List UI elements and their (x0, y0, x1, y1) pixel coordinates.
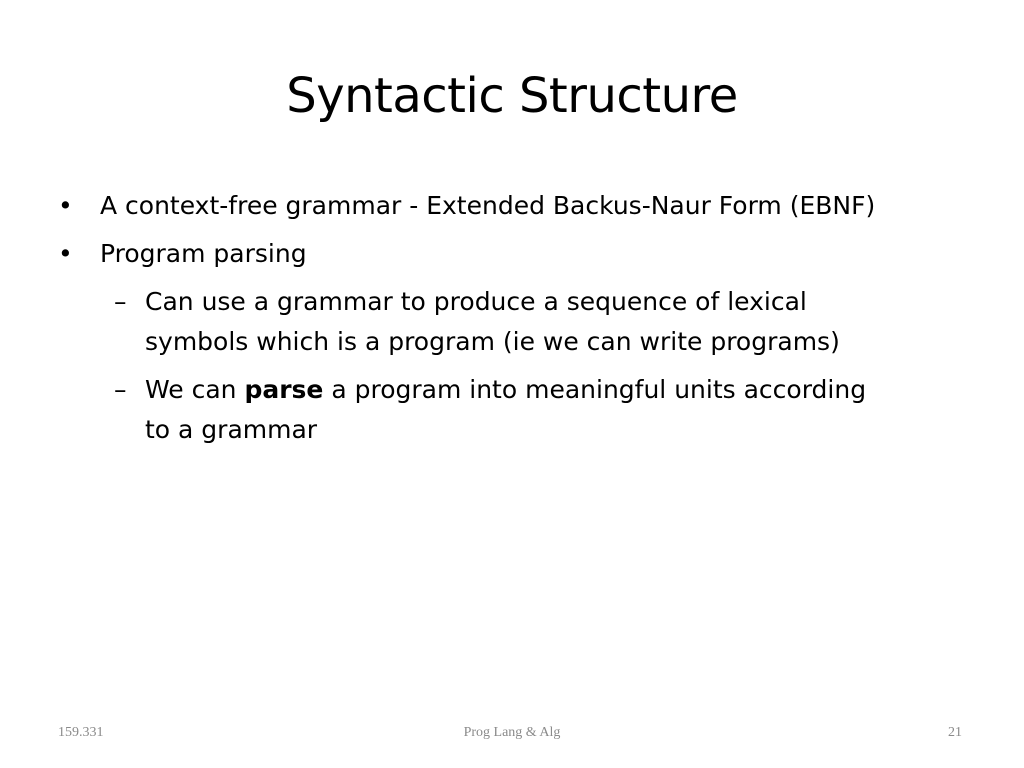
sub-bullet-prefix: We can (145, 375, 245, 404)
bold-term: parse (244, 375, 324, 404)
slide-body (58, 186, 978, 458)
bullet-icon: • (58, 191, 73, 220)
sub-bullet-text-line: symbols which is a program (ie we can write programs) (145, 327, 840, 356)
sub-bullet-text-line: Can use a grammar to produce a sequence of lexical (145, 287, 807, 316)
bullet-icon: • (58, 239, 73, 268)
bullet-item (58, 186, 978, 226)
dash-icon: – (114, 375, 127, 404)
sub-bullet-text-line: to a grammar (145, 415, 318, 444)
dash-icon: – (114, 287, 127, 316)
bullet-item (58, 234, 978, 274)
slide-title: Syntactic Structure (286, 68, 738, 124)
footer-course-name: Prog Lang & Alg (463, 725, 561, 740)
bullet-text: A context-free grammar - Extended Backus-Naur Form (EBNF) (100, 191, 876, 220)
sub-bullet-item (100, 370, 978, 450)
footer-course-code: 159.331 (58, 725, 104, 740)
sub-bullet-text-line (145, 370, 978, 410)
sub-bullet-rest: a program into meaningful units according (323, 375, 867, 404)
sub-bullet-item (100, 282, 978, 362)
footer-slide-number: 21 (948, 725, 962, 740)
bullet-text: Program parsing (100, 239, 307, 268)
